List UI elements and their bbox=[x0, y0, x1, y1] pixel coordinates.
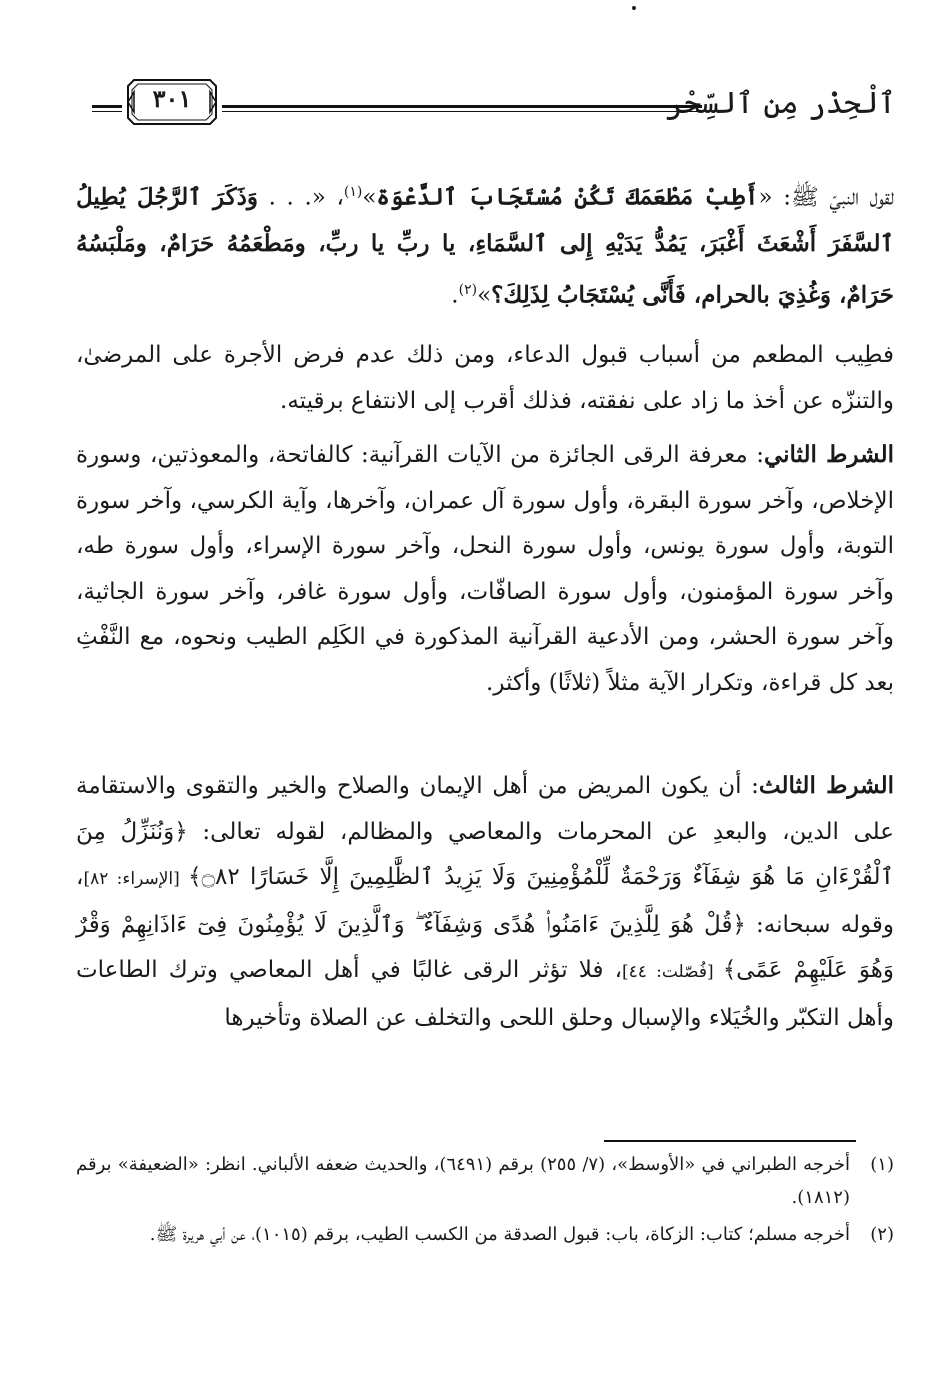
condition-3-text-3: ، فلا تؤثر الرقى غالبًا في أهل المعاصي وترك الطاعات وأهل التكبّر والخُيَلاء والإسبال وحلق اللحى والتخلف عن الصلاة وتأخيرها bbox=[76, 957, 894, 1031]
p1-close-2: » bbox=[477, 282, 492, 309]
top-dot bbox=[632, 6, 636, 10]
header-rule-left bbox=[92, 105, 122, 112]
condition-3-text-1: : أن يكون المريض من أهل الإيمان والصلاح والخير والتقوى والاستقامة على الدين، والبعدِ عن المحرمات والمعاصي والمظالم، لقوله تعالى: bbox=[76, 773, 894, 845]
footnote-ref-1: (١) bbox=[343, 184, 363, 200]
p1-end: . bbox=[451, 282, 459, 309]
footnote bbox=[76, 1148, 894, 1214]
p1-sep: ، «. . . bbox=[258, 184, 344, 211]
footnote-number: (١) bbox=[870, 1154, 894, 1175]
paragraph-condition-3 bbox=[76, 763, 894, 1041]
condition-2-label: الشرط الثاني bbox=[763, 441, 894, 468]
verse-ref-2: [فُصّلت: ٤٤] bbox=[622, 962, 723, 982]
paragraph-food: فطِيب المطعم من أسباب قبول الدعاء، ومن ذلك عدم فرض الأجرة على المرضىٰ، والتنزّه عن أخذ ما زاد على نفقته، فذلك أقرب إلى الانتفاع برقيته. bbox=[76, 342, 894, 414]
footnote-text: أخرجه الطبراني في «الأوسط»، (٧/ ٢٥٥) برقم (٦٤٩١)، والحديث ضعفه الألباني. انظر: «الضعيفة» برقم (١٨١٢). bbox=[76, 1154, 850, 1208]
condition-2-text: : معرفة الرقى الجائزة من الآيات القرآنية: كالفاتحة، والمعوذتين، وسورة الإخلاص، وآخر سورة البقرة، وأول سورة آل عمران، وآخرها، وآية الكرسي، وآخر سورة التوبة، وأول سورة يونس، وأول سورة النحل، وآخر سورة الإسراء، وأول سورة طه، وآخر سورة المؤمنون، وأول سورة الصافّات، وأول سورة غافر، وآخر سورة الجاثية، وآخر سورة الحشر، ومن الأدعية القرآنية المذكورة في الكَلِم الطيب ونحوه، مع النَّفْثِ بعد كل قراءة، وتكرار الآية مثلاً (ثلاثًا) وأكثر. bbox=[76, 442, 894, 696]
footnote-text: أخرجه مسلم؛ كتاب: الزكاة، باب: قبول الصدقة من الكسب الطيب، برقم (١٠١٥)، عن أبي هريرة ﷺ. bbox=[149, 1224, 850, 1245]
hadith-quote-1: أَطِبْ مَطْعَمَكَ تَكُنْ مُسْتَجَابَ ٱلدَّعْوَة bbox=[376, 183, 759, 211]
footnote-ref-2: (٢) bbox=[458, 281, 478, 298]
hadith-quote-2: وَذَكَرَ ٱلرَّجُلَ يُطِيلُ ٱلسَّفَرَ أَشْعَثَ أَغْبَرَ، يَمُدُّ يَدَيْهِ إِلى ٱلسَّمَاءِ، يا ربِّ يا ربِّ، ومَطْعَمُهُ حَرَامٌ، ومَلْبَسُهُ حَرَامٌ، وَغُذِيَ بالحرام، فَأَنَّى يُسْتَجَابُ لِذَلِكَ؟ bbox=[76, 183, 894, 309]
verse-ref-1: [الإسراء: ٨٢] bbox=[83, 869, 189, 889]
quran-verse-1: ﴿وَنُنَزِّلُ مِنَ ٱلْقُرْءَانِ مَا هُوَ شِفَآءٌ وَرَحْمَةٌ لِّلْمُؤْمِنِينَ وَلَا يَزِيدُ ٱلظَّٰلِمِينَ إِلَّا خَسَارًا ۝٨٢﴾ bbox=[76, 818, 894, 890]
p1-close-1: » bbox=[362, 184, 377, 211]
footnote-separator bbox=[604, 1140, 856, 1142]
paragraph-condition-2 bbox=[76, 432, 894, 706]
running-header-title: ٱلْحِذْر مِن ٱلسِّحْر bbox=[665, 86, 896, 121]
quran-verse-2: ﴿قُلْ هُوَ لِلَّذِينَ ءَامَنُوا۟ هُدًى وَشِفَآءٌ ۖ وَٱلَّذِينَ لَا يُؤْمِنُونَ فِىٓ ءَاذَانِهِمْ وَقْرٌ وَهُوَ عَلَيْهِمْ عَمًى﴾ bbox=[76, 911, 894, 983]
header-rule-right bbox=[222, 105, 702, 112]
page-number: ٣٠١ bbox=[152, 84, 192, 113]
footnote-number: (٢) bbox=[870, 1224, 894, 1245]
footnote bbox=[76, 1218, 894, 1251]
footnotes bbox=[76, 1148, 894, 1255]
paragraph-hadith bbox=[76, 170, 894, 319]
condition-3-label: الشرط الثالث bbox=[758, 772, 895, 799]
p1-intro: لقول النبيّ ﷺ: « bbox=[758, 184, 894, 211]
condition-3-text-2: ، وقوله سبحانه: bbox=[76, 864, 894, 938]
page-number-frame bbox=[126, 78, 218, 126]
